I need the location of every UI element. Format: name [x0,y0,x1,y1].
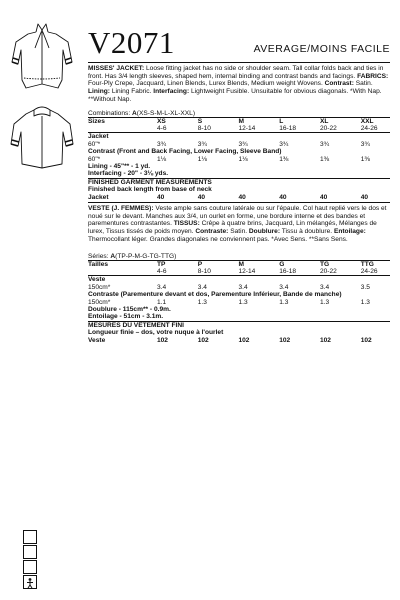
fr-veste-value: 3.5 [360,283,370,291]
fr-size: TG [319,260,330,268]
en-jacket-value: 3¾ [238,140,248,148]
fr-finished-title: MESURES DU VÊTEMENT FINI [88,321,184,329]
en-interfacing-row-text: Interfacing - 20" - 3⅛ yds. [88,170,169,178]
fr-veste-row [88,284,390,291]
en-finished-value: 40 [156,193,165,201]
en-jacket-value: 3¾ [197,140,207,148]
en-finished-label: Jacket [88,193,109,201]
fr-description-text: Veste ample sans couture latérale ou sur l'épaule. Col haut replié vers le dos et noué sur le devant. Manches aux 3/4, un ourlet en forme, une bordure interne et des bandes et parementures contrastantes. [88,204,387,228]
en-finished-row [88,194,390,201]
en-description [88,65,390,104]
en-jacket-width: 60"* [88,140,101,148]
en-size: XL [319,117,329,125]
fr-tissus: Crêpe à quatre brins, Jacquard, Lin mélangés, Mélanges de lurex, Tissus tissés de poids moyen. [88,220,377,236]
en-jacket-value: 3¾ [279,140,289,148]
fr-size: M [238,260,244,268]
fr-finished-sub-row [88,329,390,336]
en-fabrics-label: FABRICS: [357,72,389,80]
en-finished-value: 40 [360,193,369,201]
en-size-range: 8-10 [197,124,211,132]
en-size-range: 24-26 [360,124,378,132]
en-jacket-value: 3¾ [319,140,330,148]
fr-contraste-label-row [88,291,390,298]
en-finished-value: 40 [319,193,328,201]
difficulty-marker [23,530,39,590]
fr-finished-value: 102 [156,336,168,344]
en-size: XXL [360,117,374,125]
header [88,20,390,58]
en-size-range-row [88,125,390,133]
en-size-range: 4-6 [156,124,167,132]
fr-series-label: Séries: [88,252,109,260]
en-jacket-label: Jacket [88,133,109,141]
en-finished-title-row [88,178,390,186]
fr-size-range: 12-14 [238,267,256,275]
fr-contraste-value: 1.3 [360,298,370,306]
fr-size: G [279,260,285,268]
en-contrast-width: 60"* [88,155,101,163]
en-finished-sub-row [88,186,390,193]
en-title: MISSES' JACKET: [88,65,145,72]
fr-finished-label: Veste [88,336,106,344]
fr-veste-value: 3.4 [319,283,330,291]
en-finished-value: 40 [238,193,246,201]
fr-entoilage: Thermocollant léger. Grandes diagonales ne conviennent pas. *Avec Sens. **Sans Sens. [88,235,348,243]
fr-contraste-row-label: Contraste (Parementure devant et dos, Parementure Inférieur, Bande de manche) [88,291,342,299]
fr-tissus-label: TISSUS: [173,220,200,228]
en-finished-value: 40 [279,193,287,201]
fr-doublure-row [88,306,390,313]
fr-veste-label: Veste [88,276,106,284]
en-lining-row-text: Lining - 45"** - 1 yd. [88,162,151,170]
en-sizes-row [88,117,390,125]
en-combinations [88,110,390,117]
fr-description [88,202,390,244]
fr-veste-value: 3.4 [238,283,248,291]
en-contrast-value: 1⅛ [156,155,167,163]
fr-doublure-label: Doublure: [248,228,281,236]
fr-contraste-width: 150cm* [88,298,111,306]
fr-series-sizes: (TP-P-M-G-TG-TTG) [115,252,177,260]
en-interfacing: Lightweight Fusible. Unsuitable for obvious diagonals. *With Nap. **Without Nap. [88,88,382,103]
fr-series [88,253,390,260]
en-sizes-label: Sizes [88,117,105,125]
en-lining-row [88,163,390,170]
fr-series-letter: A [110,252,116,260]
fr-finished-sub: Longueur finie – dos, votre nuque à l'ourlet [88,329,224,337]
fr-contraste-row [88,299,390,306]
en-lining-label: Lining: [88,88,110,96]
en-jacket-label-row [88,133,390,141]
en-finished-value: 40 [197,193,206,201]
en-contrast-value: 1⅛ [197,155,207,163]
fr-finished-value: 102 [197,336,209,344]
fr-size-range: 8-10 [197,267,211,275]
en-yardage-table [88,117,390,201]
en-combinations-label: Combinations: [88,109,131,117]
en-interfacing-row [88,170,390,178]
en-contrast-row [88,156,390,163]
en-contrast-row-label: Contrast (Front and Back Facing, Lower Facing, Sleeve Band) [88,148,282,156]
en-contrast-label-row [88,148,390,155]
difficulty-label: AVERAGE/MOINS FACILE [253,43,390,55]
fr-tailles-label: Tailles [88,260,109,268]
difficulty-box-figure [23,575,37,589]
en-size-range: 16-18 [279,124,297,132]
en-jacket-value: 3¾ [360,140,370,148]
fr-size-range: 20-22 [319,267,337,275]
en-size: L [279,117,284,125]
en-contrast-value: 1⅛ [238,155,248,163]
en-interfacing-label: Interfacing: [153,88,190,96]
fr-size-range-row [88,268,390,276]
fr-finished-value: 102 [319,336,331,344]
fr-size: TTG [360,260,374,268]
difficulty-box-empty [23,530,37,544]
header-rule [88,62,390,63]
fr-contraste-value: 1.1 [156,298,167,306]
en-lining: Lining Fabric. [109,88,154,96]
en-size: XS [156,117,166,125]
fr-sizes-row [88,260,390,268]
en-size: S [197,117,203,125]
pattern-envelope-back [88,20,390,344]
fr-veste-value: 3.4 [197,283,207,291]
en-contrast-value: 1⅜ [319,155,330,163]
en-fabrics: Four-Ply Crepe, Jacquard, Linen Blends, Lurex Blends, Medium weight Wovens. [88,80,325,88]
en-contrast-label: Contrast: [324,80,354,88]
fr-finished-value: 102 [279,336,291,344]
fr-contraste-value: 1.3 [279,298,289,306]
jacket-front-illustration [8,20,76,96]
fr-entoilage-row-text: Entoilage - 51cm - 3.1m. [88,313,164,321]
fr-size: TP [156,260,166,268]
pattern-number: V2071 [88,25,175,60]
fr-contraste-value: 1.3 [197,298,207,306]
fr-finished-value: 102 [238,336,250,344]
fr-contraste-label: Contraste: [195,228,229,236]
fr-veste-width: 150cm* [88,283,111,291]
fr-size-range: 4-6 [156,267,167,275]
fr-finished-value: 102 [360,336,372,344]
sewing-figure-icon [24,577,36,589]
jacket-back-illustration [8,100,76,176]
en-jacket-value: 3¾ [156,140,167,148]
en-contrast: Satin. [353,80,373,88]
fr-entoilage-label: Entoilage: [333,228,366,236]
en-contrast-value: 1⅜ [360,155,370,163]
en-finished-title: FINISHED GARMENT MEASUREMENTS [88,178,212,186]
en-description-text: Loose fitting jacket has no side or shoulder seam. Tall collar folds back and ties in front. Has 3/4 length sleeves, shaped hem, internal binding and contrast bands and facings. [88,65,384,80]
en-size: M [238,117,244,125]
en-finished-sub: Finished back length from base of neck [88,186,212,194]
fr-veste-value: 3.4 [279,283,289,291]
en-combination-letter: A [132,109,137,117]
fr-veste-label-row [88,276,390,284]
fr-size-range: 16-18 [279,267,297,275]
en-combination-sizes: (XS-S-M-L-XL-XXL) [136,109,196,117]
fr-entoilage-row [88,313,390,321]
fr-contraste: Satin. [228,228,249,236]
fr-title: VESTE (J. FEMMES): [88,204,154,212]
fr-finished-title-row [88,321,390,329]
en-contrast-value: 1⅜ [279,155,289,163]
fr-metrage-table [88,260,390,344]
difficulty-box-empty [23,560,37,574]
fr-size-range: 24-26 [360,267,378,275]
fr-contraste-value: 1.3 [238,298,248,306]
en-size-range: 20-22 [319,124,337,132]
fr-contraste-value: 1.3 [319,298,330,306]
fr-size: P [197,260,203,268]
difficulty-box-empty [23,545,37,559]
fr-doublure-row-text: Doublure - 115cm** - 0.9m. [88,305,171,313]
en-size-range: 12-14 [238,124,256,132]
fr-finished-row [88,337,390,344]
en-jacket-row [88,141,390,148]
fr-doublure: Tissu à doublure. [280,228,334,236]
fr-veste-value: 3.4 [156,283,167,291]
